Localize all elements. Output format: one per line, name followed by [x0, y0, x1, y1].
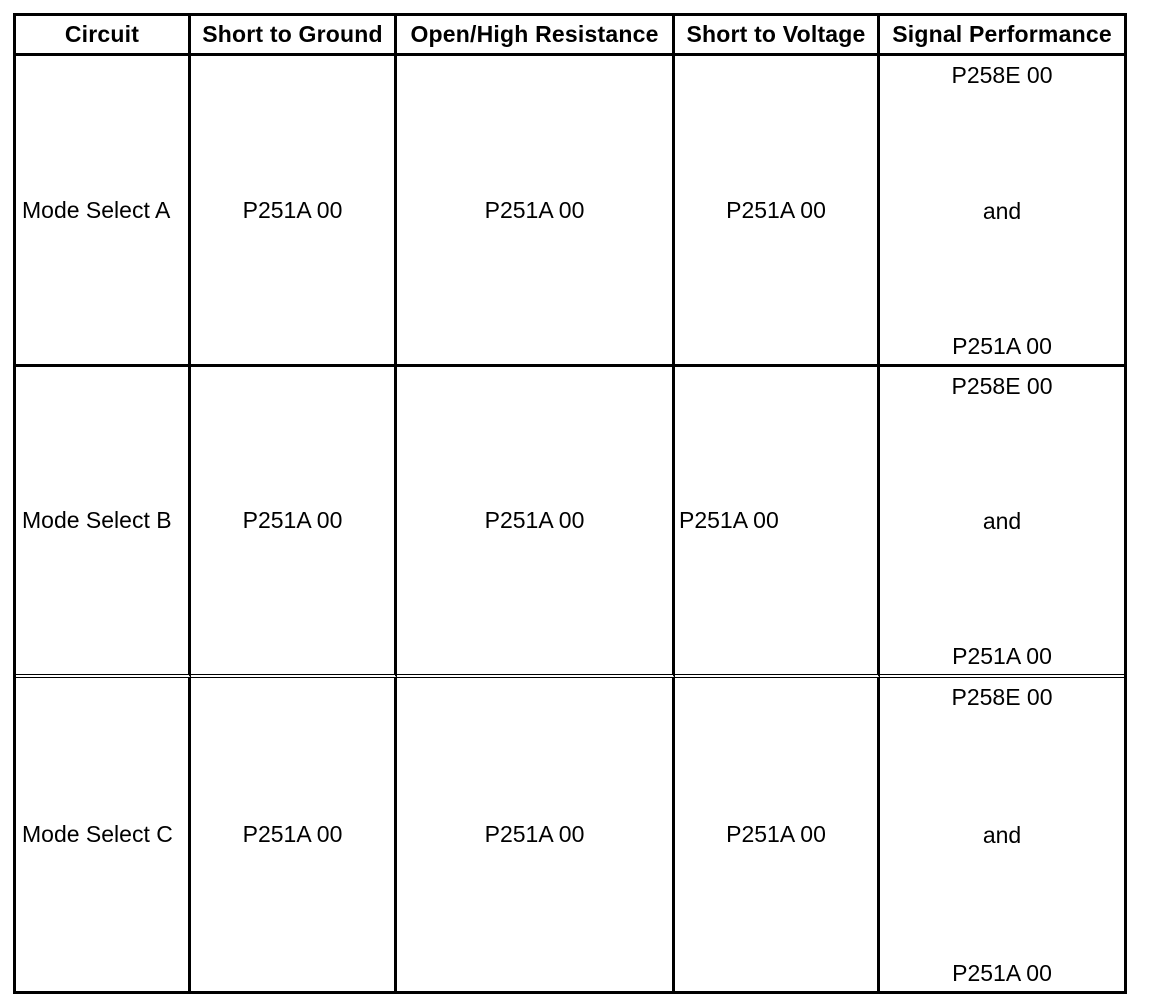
header-signal-performance: Signal Performance	[880, 16, 1124, 56]
header-short-to-voltage: Short to Voltage	[675, 16, 880, 56]
row-a-signal-performance	[880, 56, 1124, 367]
header-short-to-ground: Short to Ground	[191, 16, 397, 56]
row-a-signal-top: P258E 00	[951, 62, 1053, 88]
header-open-high-resistance: Open/High Resistance	[397, 16, 675, 56]
dtc-circuit-table	[13, 13, 1127, 994]
row-a-signal-and: and	[982, 197, 1022, 224]
row-a-short-to-ground: P251A 00	[191, 56, 397, 367]
row-c-open-high-resistance: P251A 00	[397, 678, 675, 991]
row-b-short-to-ground: P251A 00	[191, 367, 397, 678]
row-c-signal-and: and	[982, 822, 1022, 848]
row-a-short-to-voltage: P251A 00	[675, 56, 880, 367]
row-c-short-to-ground: P251A 00	[191, 678, 397, 991]
row-b-short-to-voltage: P251A 00	[675, 367, 880, 678]
row-b-open-high-resistance: P251A 00	[397, 367, 675, 678]
row-b-signal-and: and	[982, 508, 1022, 534]
row-b-signal-performance	[880, 367, 1124, 678]
row-b-circuit: Mode Select B	[16, 367, 191, 678]
row-c-signal-performance	[880, 678, 1124, 991]
table-grid	[16, 16, 1124, 991]
row-c-circuit: Mode Select C	[16, 678, 191, 991]
row-c-signal-bottom: P251A 00	[952, 960, 1052, 986]
row-b-signal-bottom: P251A 00	[952, 643, 1052, 669]
row-a-signal-bottom: P251A 00	[952, 333, 1052, 359]
row-b-signal-top: P258E 00	[951, 373, 1053, 399]
row-a-circuit: Mode Select A	[16, 56, 191, 367]
row-a-open-high-resistance: P251A 00	[397, 56, 675, 367]
row-c-short-to-voltage: P251A 00	[675, 678, 880, 991]
header-circuit: Circuit	[16, 16, 191, 56]
row-c-signal-top: P258E 00	[951, 684, 1053, 710]
